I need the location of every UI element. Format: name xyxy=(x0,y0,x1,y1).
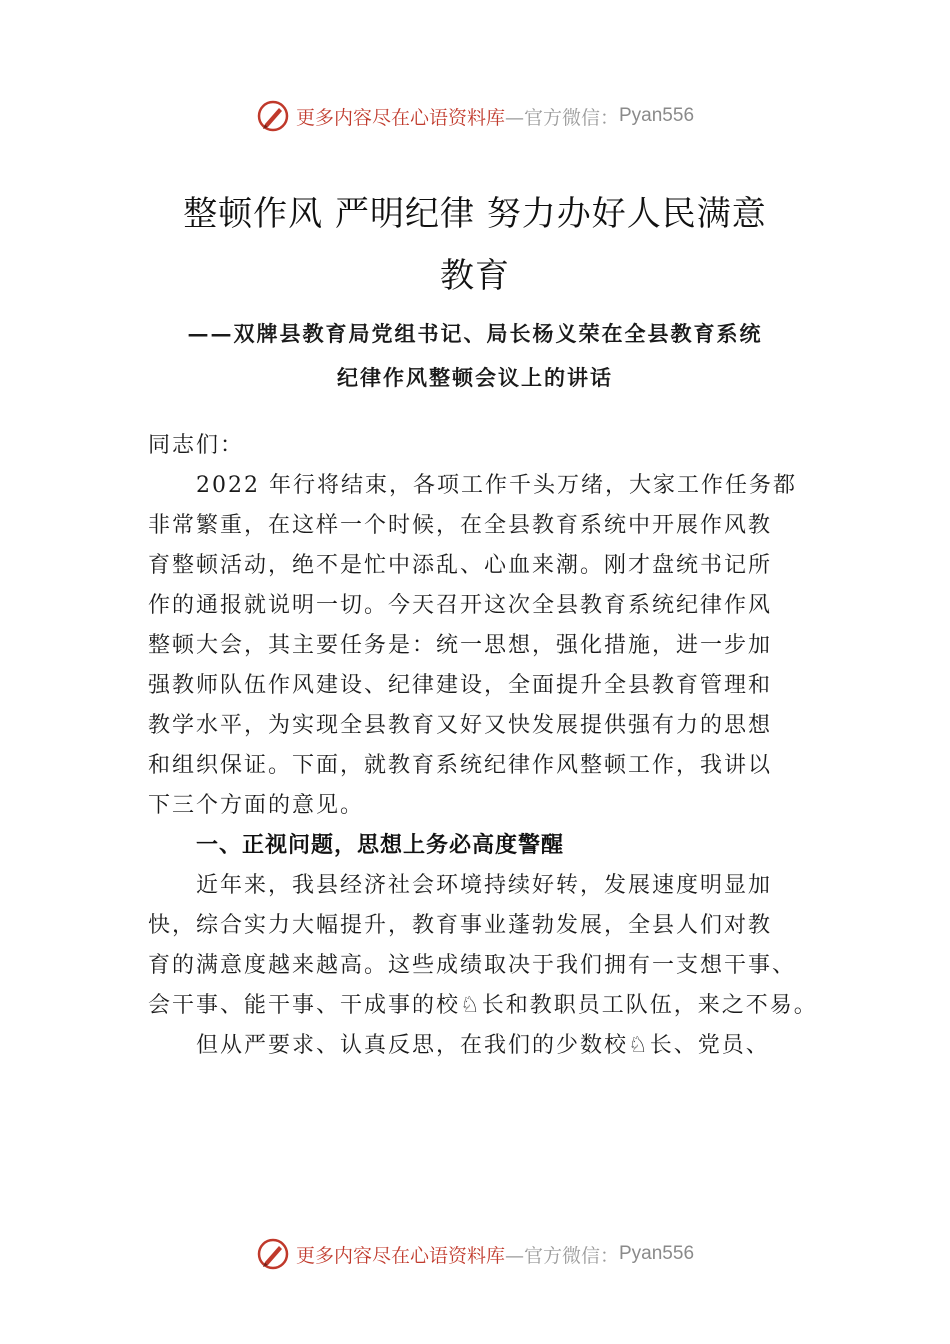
paragraph-line: 非常繁重，在这样一个时候，在全县教育系统中开展作风教 xyxy=(148,513,773,538)
document-subtitle-line-1: ——双牌县教育局党组书记、局长杨义荣在全县教育系统 xyxy=(187,321,763,346)
paragraph-line: 育整顿活动，绝不是忙中添乱、心血来潮。刚才盘统书记所 xyxy=(148,553,773,578)
paragraph-line: 整顿大会，其主要任务是：统一思想，强化措施，进一步加 xyxy=(148,633,773,658)
pen-logo-icon xyxy=(256,1237,290,1271)
paragraph-line: 作的通报就说明一切。今天召开这次全县教育系统纪律作风 xyxy=(148,593,773,618)
banner-main-text: 更多内容尽在心语资料库 xyxy=(295,1244,505,1267)
document-body xyxy=(148,426,848,1066)
salutation: 同志们： xyxy=(148,433,245,458)
paragraph-line: 育的满意度越来越高。这些成绩取决于我们拥有一支想干事、 xyxy=(148,953,797,978)
document-title-line-2: 教育 xyxy=(440,256,510,296)
document-title-line-1: 整顿作风 严明纪律 努力办好人民满意 xyxy=(183,194,767,234)
paragraph-line: 2022 年行将结束，各项工作千头万绪，大家工作任务都 xyxy=(196,473,797,498)
banner-main-text: 更多内容尽在心语资料库 xyxy=(295,106,505,129)
paragraph-line: 下三个方面的意见。 xyxy=(148,793,365,818)
document-subtitle-line-2: 纪律作风整顿会议上的讲话 xyxy=(337,365,613,390)
paragraph-line: 强教师队伍作风建设、纪律建设，全面提升全县教育管理和 xyxy=(148,673,773,698)
banner-wechat-id: Pyan556 xyxy=(619,1243,695,1264)
pen-logo-icon xyxy=(256,99,290,133)
paragraph-line: 教学水平，为实现全县教育又好又快发展提供强有力的思想 xyxy=(148,713,773,738)
paragraph-line: 和组织保证。下面，就教育系统纪律作风整顿工作，我讲以 xyxy=(148,753,773,778)
header-watermark-banner xyxy=(0,96,950,136)
banner-separator-text: —官方微信： xyxy=(504,1244,619,1267)
paragraph-line: 近年来，我县经济社会环境持续好转，发展速度明显加 xyxy=(196,873,773,898)
section-heading-1: 一、正视问题，思想上务必高度警醒 xyxy=(196,833,565,858)
paragraph-line: 会干事、能干事、干成事的校♘长和教职员工队伍，来之不易。 xyxy=(148,993,818,1018)
banner-wechat-id: Pyan556 xyxy=(619,105,695,126)
footer-watermark-banner xyxy=(0,1234,950,1274)
paragraph-line: 但从严要求、认真反思，在我们的少数校♘长、党员、 xyxy=(196,1033,770,1058)
paragraph-line: 快，综合实力大幅提升，教育事业蓬勃发展，全县人们对教 xyxy=(148,913,773,938)
banner-separator-text: —官方微信： xyxy=(504,106,619,129)
